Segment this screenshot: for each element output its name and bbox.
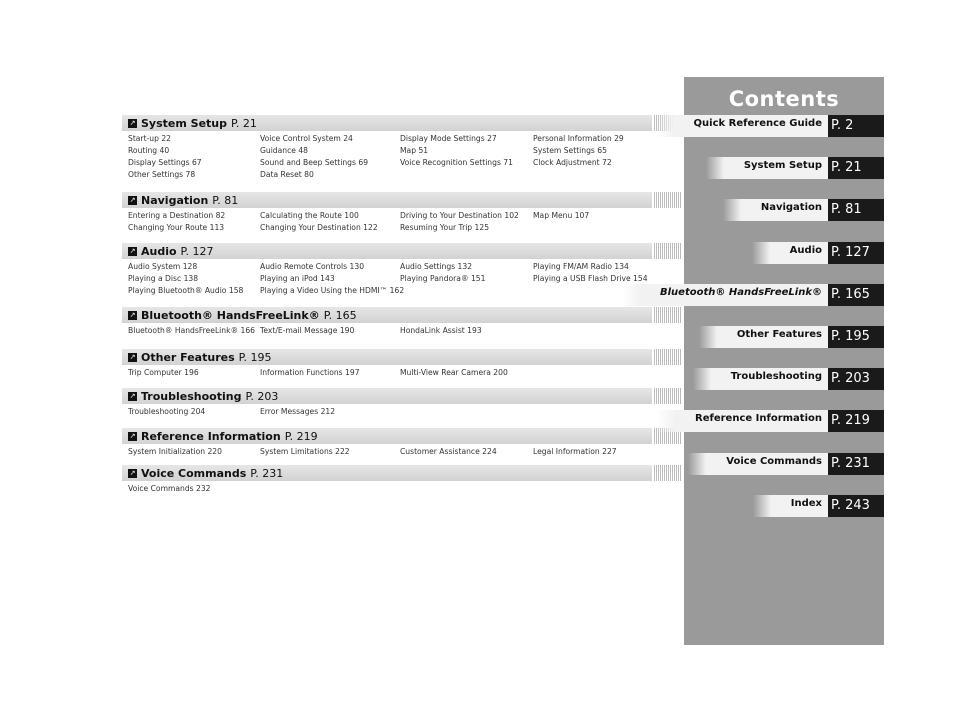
stripe xyxy=(654,349,655,365)
toc-entry[interactable]: Voice Recognition Settings 71 xyxy=(400,158,513,167)
table-row xyxy=(128,367,673,379)
contents-tab[interactable] xyxy=(684,495,884,517)
table-row xyxy=(128,169,673,181)
stripe xyxy=(668,465,669,481)
stripe xyxy=(664,243,665,259)
cross-reference-arrow-icon: ↗ xyxy=(129,246,136,255)
stripe xyxy=(680,465,681,481)
toc-entry[interactable]: Changing Your Destination 122 xyxy=(260,223,378,232)
tab-label-text: Voice Commands xyxy=(726,456,822,467)
cross-reference-arrow-icon: ↗ xyxy=(129,195,136,204)
tab-page[interactable]: P. 127 xyxy=(828,242,884,264)
stripe xyxy=(674,349,675,365)
stripe xyxy=(674,388,675,404)
toc-entry[interactable]: Playing FM/AM Radio 134 xyxy=(533,262,629,271)
toc-entry[interactable]: Audio System 128 xyxy=(128,262,198,271)
tab-label xyxy=(640,284,828,306)
tab-label xyxy=(675,410,828,432)
contents-tab[interactable] xyxy=(684,453,884,475)
stripe xyxy=(668,243,669,259)
stripe xyxy=(674,307,675,323)
section-rows xyxy=(122,444,673,458)
stripe xyxy=(660,349,661,365)
section-rows xyxy=(122,208,673,234)
table-row xyxy=(128,133,673,145)
tab-label xyxy=(711,368,828,390)
stripe xyxy=(668,192,669,208)
toc-entry xyxy=(533,483,673,495)
contents-tab[interactable] xyxy=(684,410,884,432)
stripe xyxy=(666,243,667,259)
cross-reference-arrow-icon: ↗ xyxy=(129,118,136,127)
stripe xyxy=(664,349,665,365)
section-page: P. 21 xyxy=(231,116,257,130)
header-stripes xyxy=(654,349,684,365)
stripe xyxy=(676,243,677,259)
toc-entry[interactable]: Playing Pandora® 151 xyxy=(400,274,486,283)
toc-entry xyxy=(400,285,533,297)
section-header[interactable] xyxy=(122,307,652,323)
cross-reference-arrow-icon: ↗ xyxy=(129,431,136,440)
toc-entry[interactable]: Start-up 22 xyxy=(128,134,172,143)
toc-entry[interactable]: Map 51 xyxy=(400,146,429,155)
panel-title: Contents xyxy=(728,87,840,111)
stripe xyxy=(664,192,665,208)
table-row xyxy=(128,210,673,222)
stripe xyxy=(654,307,655,323)
stripe xyxy=(676,349,677,365)
toc-entry xyxy=(533,406,673,418)
header-stripes xyxy=(654,388,684,404)
table-row xyxy=(128,406,673,418)
toc-entry[interactable]: System Limitations 222 xyxy=(260,447,350,456)
toc-entry[interactable]: Playing a Disc 138 xyxy=(128,274,199,283)
section-title: System Setup xyxy=(141,116,227,130)
toc-entry[interactable]: Playing a Video Using the HDMI™ 162 xyxy=(260,286,405,295)
stripe xyxy=(672,192,673,208)
stripe xyxy=(654,192,655,208)
tab-label-text: Index xyxy=(790,498,822,509)
stripe xyxy=(672,465,673,481)
toc-entry[interactable]: Personal Information 29 xyxy=(533,134,624,143)
tab-fade xyxy=(622,284,640,306)
stripe xyxy=(656,388,657,404)
stripe xyxy=(668,307,669,323)
table-row xyxy=(128,273,673,285)
table-row xyxy=(128,446,673,458)
stripe xyxy=(658,465,659,481)
stripe xyxy=(668,388,669,404)
stripe xyxy=(656,243,657,259)
section xyxy=(122,115,673,181)
toc-entry[interactable]: System Initialization 220 xyxy=(128,447,222,456)
stripe xyxy=(678,349,679,365)
toc-entry[interactable]: Multi-View Rear Camera 200 xyxy=(400,368,508,377)
stripe xyxy=(672,349,673,365)
toc-entry[interactable]: Driving to Your Destination 102 xyxy=(400,211,519,220)
stripe xyxy=(660,307,661,323)
stripe xyxy=(670,192,671,208)
section-title: Other Features xyxy=(141,350,235,364)
tab-label-text: Audio xyxy=(789,245,822,256)
stripe xyxy=(664,465,665,481)
toc-entry[interactable]: Troubleshooting 204 xyxy=(128,407,206,416)
section-title: Audio xyxy=(141,244,177,258)
stripe xyxy=(656,465,657,481)
toc-entry[interactable]: Playing an iPod 143 xyxy=(260,274,335,283)
contents-tab[interactable] xyxy=(660,284,884,306)
section-page: P. 81 xyxy=(212,193,239,207)
tab-fade xyxy=(699,326,717,348)
section-title: Bluetooth® HandsFreeLink® xyxy=(141,308,320,322)
section-header[interactable] xyxy=(122,192,652,208)
stripe xyxy=(658,388,659,404)
table-row xyxy=(128,145,673,157)
toc-entry[interactable]: HondaLink Assist 193 xyxy=(400,326,482,335)
section-title: Reference Information xyxy=(141,429,281,443)
cross-reference-arrow-icon: ↗ xyxy=(129,310,136,319)
section xyxy=(122,243,673,297)
toc-entry[interactable]: Other Settings 78 xyxy=(128,170,196,179)
stripe xyxy=(678,465,679,481)
stripe xyxy=(662,243,663,259)
section-page: P. 231 xyxy=(250,466,284,480)
stripe xyxy=(670,388,671,404)
toc-entry xyxy=(400,483,533,495)
tab-label-text: Other Features xyxy=(736,329,822,340)
stripe xyxy=(658,349,659,365)
tab-fade xyxy=(753,495,771,517)
stripe xyxy=(664,307,665,323)
stripe xyxy=(676,388,677,404)
toc-entry[interactable]: Voice Control System 24 xyxy=(260,134,353,143)
section-page: P. 219 xyxy=(284,429,318,443)
tab-label-text: Quick Reference Guide xyxy=(693,118,822,129)
section xyxy=(122,192,673,234)
stripe xyxy=(672,388,673,404)
tab-label-text: Troubleshooting xyxy=(730,371,822,382)
stripe xyxy=(670,349,671,365)
toc-entry xyxy=(533,325,673,337)
stripe xyxy=(680,192,681,208)
tab-label xyxy=(674,115,828,137)
stripe xyxy=(678,307,679,323)
section-title: Navigation xyxy=(141,193,209,207)
table-row xyxy=(128,222,673,234)
table-row xyxy=(128,325,673,337)
tab-label xyxy=(717,326,828,348)
stripe xyxy=(680,243,681,259)
stripe xyxy=(656,192,657,208)
toc-entry[interactable]: Routing 40 xyxy=(128,146,170,155)
tab-label xyxy=(706,453,828,475)
toc-entry[interactable]: Sound and Beep Settings 69 xyxy=(260,158,369,167)
stripe xyxy=(676,307,677,323)
cross-reference-arrow-icon: ↗ xyxy=(129,468,136,477)
stripe xyxy=(666,349,667,365)
tab-page[interactable]: P. 165 xyxy=(828,284,884,306)
section-page: P. 127 xyxy=(180,244,214,258)
toc-entry[interactable]: Playing Bluetooth® Audio 158 xyxy=(128,286,244,295)
stripe xyxy=(654,243,655,259)
stripe xyxy=(662,349,663,365)
stripe xyxy=(662,192,663,208)
tab-label xyxy=(770,242,828,264)
tab-fade xyxy=(693,368,711,390)
toc-entry[interactable]: Customer Assistance 224 xyxy=(400,447,497,456)
contents-tab[interactable] xyxy=(684,199,884,221)
stripe xyxy=(670,307,671,323)
section-header[interactable] xyxy=(122,428,652,444)
section-header[interactable] xyxy=(122,243,652,259)
stripe xyxy=(660,388,661,404)
section-rows xyxy=(122,404,673,418)
section-page: P. 165 xyxy=(323,308,357,322)
section-rows xyxy=(122,365,673,379)
contents-tab[interactable] xyxy=(684,242,884,264)
toc-entry xyxy=(260,483,400,495)
stripe xyxy=(662,465,663,481)
stripe xyxy=(680,388,681,404)
tab-label-text: Bluetooth® HandsFreeLink® xyxy=(660,287,822,298)
stripe xyxy=(678,388,679,404)
tab-fade xyxy=(657,410,675,432)
tab-page[interactable]: P. 195 xyxy=(828,326,884,348)
section-rows xyxy=(122,323,673,337)
tab-page[interactable]: P. 243 xyxy=(828,495,884,517)
header-stripes xyxy=(654,192,684,208)
toc-entry[interactable]: Map Menu 107 xyxy=(533,211,590,220)
stripe xyxy=(654,465,655,481)
section-title: Voice Commands xyxy=(141,466,247,480)
section xyxy=(122,428,673,458)
contents-tab[interactable] xyxy=(684,368,884,390)
header-stripes xyxy=(654,307,684,323)
stripe xyxy=(674,465,675,481)
section-header[interactable] xyxy=(122,349,652,365)
toc-entry[interactable]: Information Functions 197 xyxy=(260,368,360,377)
section-rows xyxy=(122,131,673,181)
toc-entry[interactable]: Trip Computer 196 xyxy=(128,368,199,377)
toc-entry[interactable]: Calculating the Route 100 xyxy=(260,211,359,220)
toc-entry[interactable]: Legal Information 227 xyxy=(533,447,617,456)
stripe xyxy=(662,307,663,323)
toc-entry[interactable]: Voice Commands 232 xyxy=(128,484,211,493)
tab-label-text: System Setup xyxy=(743,160,822,171)
cross-reference-arrow-icon: ↗ xyxy=(129,391,136,400)
tab-page[interactable]: P. 81 xyxy=(828,199,884,221)
toc-entry[interactable]: Error Messages 212 xyxy=(260,407,336,416)
tab-fade xyxy=(706,157,724,179)
section-rows xyxy=(122,481,673,495)
section xyxy=(122,349,673,379)
stripe xyxy=(680,349,681,365)
stripe xyxy=(668,349,669,365)
tab-label-text: Navigation xyxy=(760,202,822,213)
toc-entry[interactable]: Bluetooth® HandsFreeLink® 166 xyxy=(128,326,255,335)
tab-fade xyxy=(723,199,741,221)
contents-panel xyxy=(660,77,884,645)
tab-page[interactable]: P. 2 xyxy=(828,115,884,137)
stripe xyxy=(672,243,673,259)
toc-entry xyxy=(533,367,673,379)
stripe xyxy=(656,307,657,323)
section xyxy=(122,307,673,337)
toc-entry xyxy=(400,406,533,418)
toc-entry[interactable]: Display Mode Settings 27 xyxy=(400,134,497,143)
stripe xyxy=(666,465,667,481)
stripe xyxy=(660,243,661,259)
tab-fade xyxy=(688,453,706,475)
toc-entry[interactable]: Clock Adjustment 72 xyxy=(533,158,612,167)
toc-entry[interactable]: Data Reset 80 xyxy=(260,170,314,179)
stripe xyxy=(662,388,663,404)
toc-entry[interactable]: Resuming Your Trip 125 xyxy=(400,223,490,232)
tab-label-text: Reference Information xyxy=(695,413,822,424)
header-stripes xyxy=(654,465,684,481)
contents-tab[interactable] xyxy=(684,326,884,348)
stripe xyxy=(674,192,675,208)
table-row xyxy=(128,157,673,169)
stripe xyxy=(672,307,673,323)
stripe xyxy=(676,465,677,481)
stripe xyxy=(660,192,661,208)
tab-page[interactable]: P. 203 xyxy=(828,368,884,390)
section-rows xyxy=(122,259,673,297)
stripe xyxy=(658,307,659,323)
toc-entry xyxy=(533,222,673,234)
toc-entry[interactable]: Display Settings 67 xyxy=(128,158,202,167)
stripe xyxy=(666,388,667,404)
stripe xyxy=(666,192,667,208)
table-row xyxy=(128,261,673,273)
tab-page[interactable]: P. 21 xyxy=(828,157,884,179)
tab-page[interactable]: P. 219 xyxy=(828,410,884,432)
toc-entry[interactable]: Audio Remote Controls 130 xyxy=(260,262,365,271)
section xyxy=(122,465,673,495)
toc-entry xyxy=(400,169,533,181)
stripe xyxy=(654,428,655,444)
tab-label xyxy=(741,199,828,221)
stripe xyxy=(660,465,661,481)
stripe xyxy=(674,243,675,259)
stripe xyxy=(678,243,679,259)
toc-entry xyxy=(533,169,673,181)
stripe xyxy=(666,307,667,323)
section-header[interactable] xyxy=(122,115,652,131)
stripe xyxy=(658,243,659,259)
table-row xyxy=(128,483,673,495)
section-page: P. 203 xyxy=(245,389,279,403)
header-stripes xyxy=(654,243,684,259)
section-page: P. 195 xyxy=(238,350,272,364)
section-title: Troubleshooting xyxy=(141,389,242,403)
contents-tab[interactable] xyxy=(684,157,884,179)
toc-entry[interactable]: Playing a USB Flash Drive 154 xyxy=(533,274,648,283)
stripe xyxy=(670,243,671,259)
stripe xyxy=(654,388,655,404)
toc-entry[interactable]: Changing Your Route 113 xyxy=(128,223,225,232)
tab-label xyxy=(724,157,828,179)
tab-label xyxy=(771,495,828,517)
stripe xyxy=(676,192,677,208)
stripe xyxy=(658,192,659,208)
stripe xyxy=(664,388,665,404)
section-header[interactable] xyxy=(122,465,652,481)
section-header[interactable] xyxy=(122,388,652,404)
table-row xyxy=(128,285,673,297)
stripe xyxy=(680,307,681,323)
toc-entry[interactable]: Entering a Destination 82 xyxy=(128,211,226,220)
stripe xyxy=(670,465,671,481)
stripe xyxy=(678,192,679,208)
tab-page[interactable]: P. 231 xyxy=(828,453,884,475)
toc-entry[interactable]: Text/E-mail Message 190 xyxy=(260,326,355,335)
contents-tab[interactable] xyxy=(684,115,884,137)
cross-reference-arrow-icon: ↗ xyxy=(129,352,136,361)
stripe xyxy=(656,349,657,365)
tab-fade xyxy=(752,242,770,264)
section xyxy=(122,388,673,418)
toc-entry[interactable]: Audio Settings 132 xyxy=(400,262,473,271)
tab-fade xyxy=(656,115,674,137)
toc-entry[interactable]: Guidance 48 xyxy=(260,146,309,155)
toc-entry[interactable]: System Settings 65 xyxy=(533,146,607,155)
